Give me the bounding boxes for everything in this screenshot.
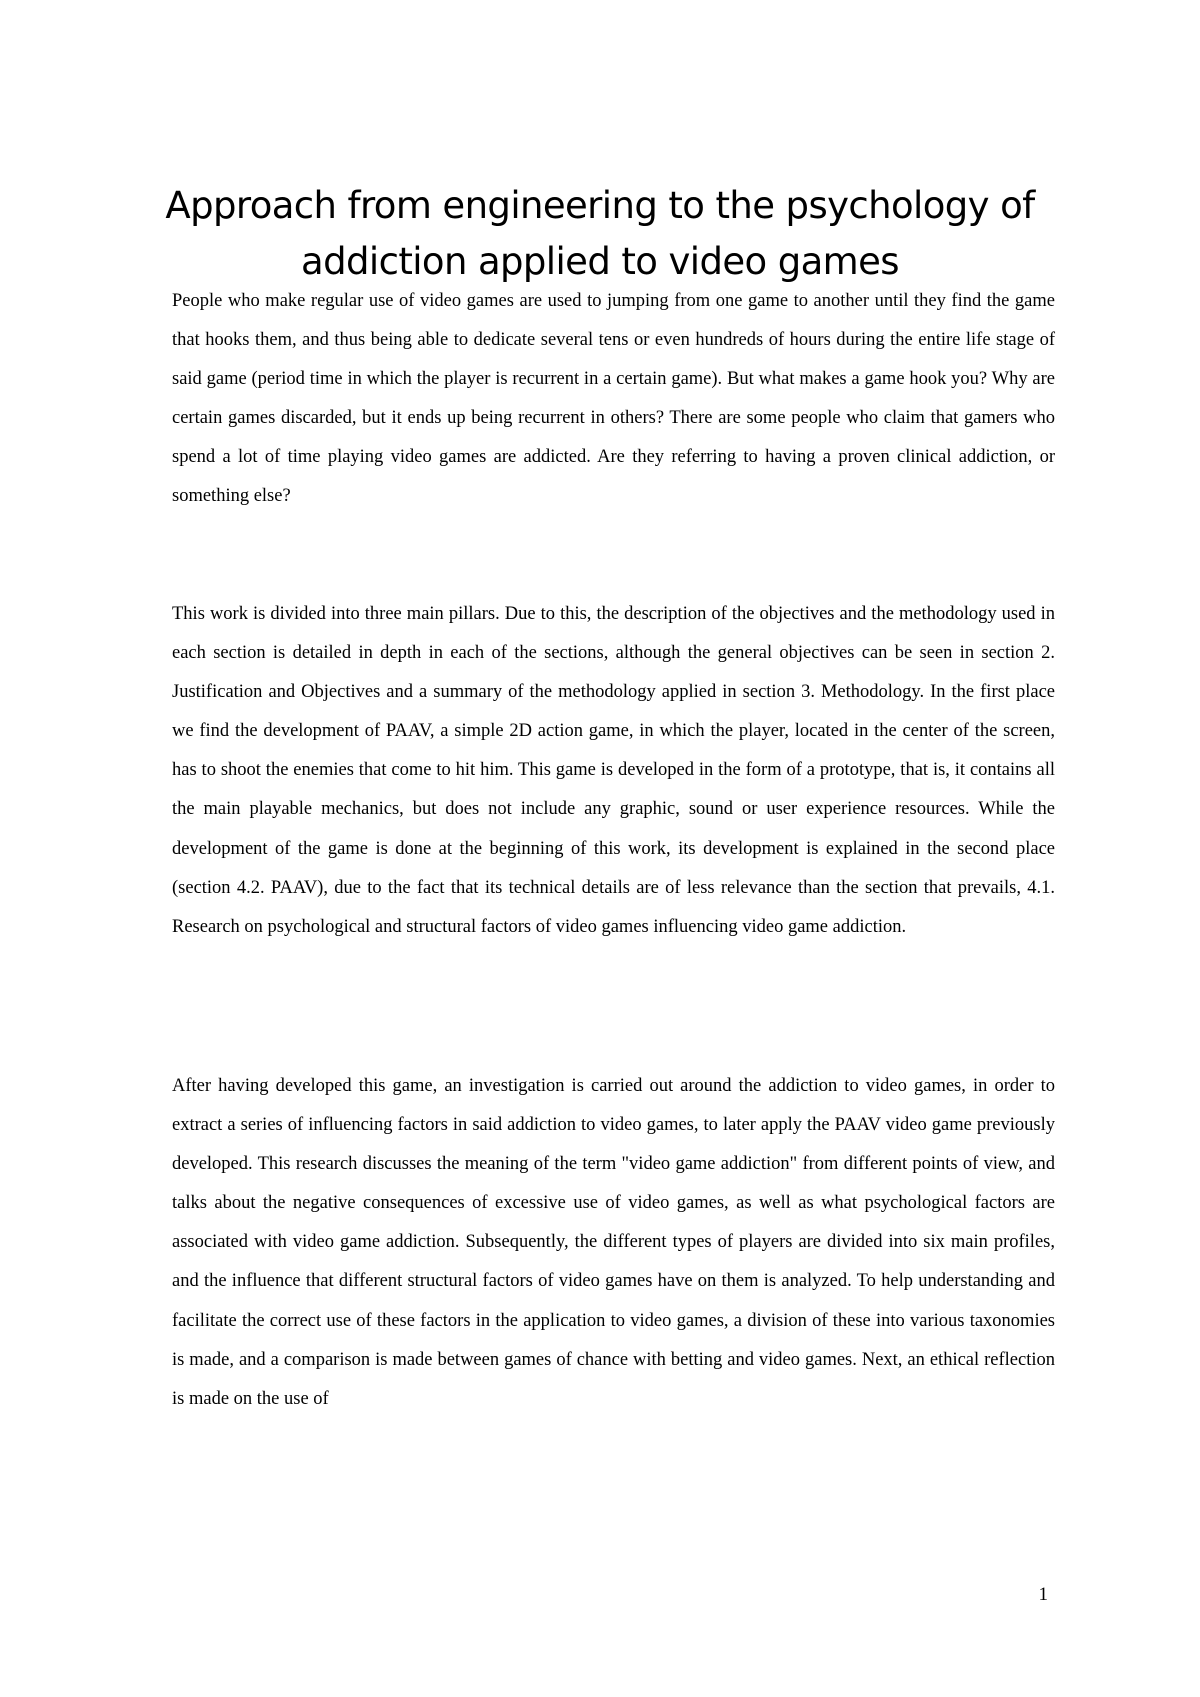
paragraph-investigation: After having developed this game, an investigation is carried out around the addiction to video games, in order to extract a series of influencing factors in said addiction to video games, to later apply the PAAV video game previously developed. This research discusses the meaning of the term "video game addiction" from different points of view, and talks about the negative consequences of excessive use of video games, as well as what psychological factors are associated with video game addiction. Subsequently, the different types of players are divided into six main profiles, and the influence that different structural factors of video games have on them is analyzed. To help understanding and facilitate the correct use of these factors in the application to video games, a division of these into various taxonomies is made, and a comparison is made between games of chance with betting and video games. Next, an ethical reflection is made on the use of: [172, 1076, 1055, 1409]
paragraph-pillars: This work is divided into three main pillars. Due to this, the description of the objectives and the methodology used in each section is detailed in depth in each of the sections, although the general objectives can be seen in section 2. Justification and Objectives and a summary of the methodology applied in section 3. Methodology. In the first place we find the development of PAAV, a simple 2D action game, in which the player, located in the center of the screen, has to shoot the enemies that come to hit him. This game is developed in the form of a prototype, that is, it contains all the main playable mechanics, but does not include any graphic, sound or user experience resources. While the development of the game is done at the beginning of this work, its development is explained in the second place (section 4.2. PAAV), due to the fact that its technical details are of less relevance than the section that prevails, 4.1. Research on psychological and structural factors of video games influencing video game addiction.: [172, 604, 1055, 937]
page-number: 1: [1038, 1584, 1048, 1605]
document-title: Approach from engineering to the psychology of addiction applied to video games: [165, 184, 1035, 283]
paragraph-intro: People who make regular use of video games are used to jumping from one game to another until they find the game that hooks them, and thus being able to dedicate several tens or even hundreds of hours during the entire life stage of said game (period time in which the player is recurrent in a certain game). But what makes a game hook you? Why are certain games discarded, but it ends up being recurrent in others? There are some people who claim that gamers who spend a lot of time playing video games are addicted. Are they referring to having a proven clinical addiction, or something else?: [172, 291, 1055, 507]
